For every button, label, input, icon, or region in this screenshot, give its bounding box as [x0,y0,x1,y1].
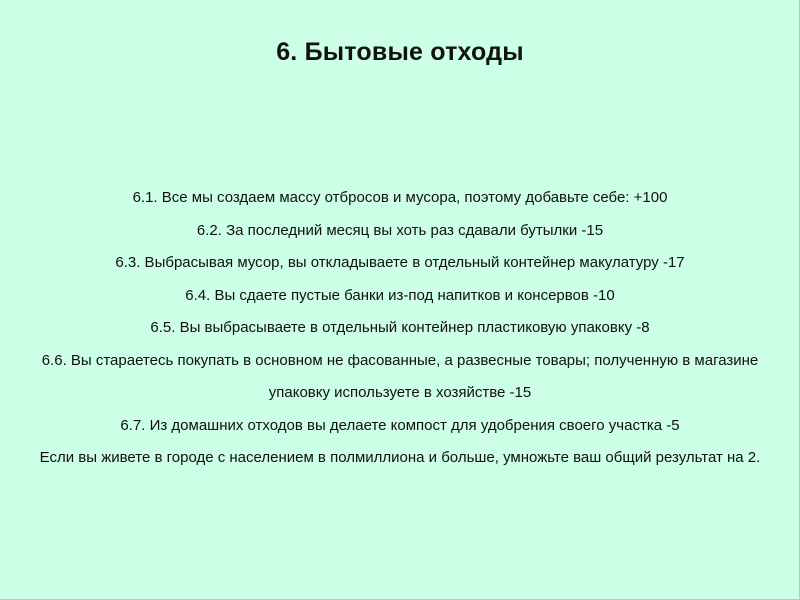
list-item-6-7: 6.7. Из домашних отходов вы делаете компост для удобрения своего участка -5 [120,416,680,434]
questionnaire-list [30,182,770,475]
list-item-6-5: 6.5. Вы выбрасываете в отдельный контейнер пластиковую упаковку -8 [150,319,650,336]
list-item-city-multiplier: Если вы живете в городе с населением в полмиллиона и больше, умножьте ваш общий результат на 2. [39,449,761,466]
list-item-6-2: 6.2. За последний месяц вы хоть раз сдавали бутылки -15 [196,221,604,239]
list-item-6-6: 6.6. Вы стараетесь покупать в основном не фасованные, а развесные товары; полученную в магазине упаковку используете в хозяйстве -15 [41,351,759,401]
slide-title: 6. Бытовые отходы [276,38,524,66]
list-item-6-1: 6.1. Все мы создаем массу отбросов и мусора, поэтому добавьте себе: +100 [132,189,668,206]
list-item-6-3: 6.3. Выбрасывая мусор, вы откладываете в отдельный контейнер макулатуру -17 [115,254,685,271]
list-item-6-4: 6.4. Вы сдаете пустые банки из-под напитков и консервов -10 [185,286,615,304]
